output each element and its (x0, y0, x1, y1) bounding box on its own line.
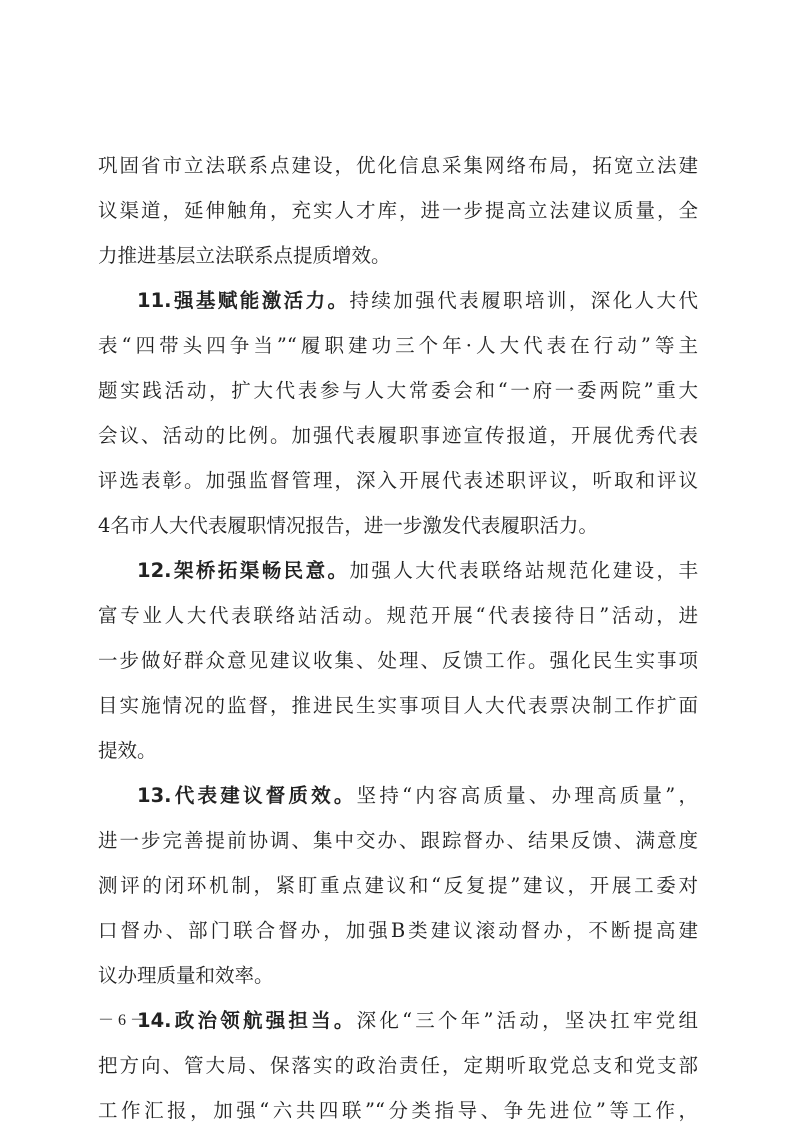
text-line (98, 278, 698, 323)
text-line: 议渠道，延伸触角，充实人才库，进一步提高立法建议质量，全 (98, 199, 698, 222)
paragraph-item-12 (98, 548, 698, 773)
text-line (98, 773, 698, 818)
body-text (98, 143, 698, 1133)
paragraph-item-14 (98, 998, 698, 1133)
text-line: 评选表彰。加强监督管理，深入开展代表述职评议，听取和评议 (98, 469, 698, 492)
text-line: 力推进基层立法联系点提质增效。 (98, 244, 391, 267)
text-line: 富专业人大代表联络站活动。规范开展“代表接待日”活动，进 (98, 604, 698, 627)
item-text: 持续加强代表履职培训，深化人大代 (349, 289, 698, 312)
text-line: 把方向、管大局、保落实的政治责任，定期听取党总支和党支部 (98, 1054, 698, 1077)
text-line: 4名市人大代表履职情况报告，进一步激发代表履职活力。 (98, 514, 598, 537)
text-line: 进一步完善提前协调、集中交办、跟踪督办、结果反馈、满意度 (98, 829, 698, 852)
text-line: 目实施情况的监督，推进民生实事项目人大代表票决制工作扩面 (98, 694, 698, 717)
item-text: 深化“三个年”活动，坚决扛牢党组 (356, 1009, 698, 1032)
item-heading: 12.架桥拓渠畅民意。 (137, 559, 350, 582)
item-text: 坚持“内容高质量、办理高质量”， (356, 784, 698, 807)
text-line: 题实践活动，扩大代表参与人大常委会和“一府一委两院”重大 (98, 379, 698, 402)
text-line: 提效。 (98, 739, 157, 762)
text-line: 口督办、部门联合督办，加强B类建议滚动督办，不断提高建 (98, 919, 698, 942)
text-line: 测评的闭环机制，紧盯重点建议和“反复提”建议，开展工委对 (98, 874, 698, 897)
item-heading: 11.强基赋能激活力。 (137, 289, 350, 312)
paragraph-item-11 (98, 278, 698, 548)
text-line: 一步做好群众意见建议收集、处理、反馈工作。强化民生实事项 (98, 649, 698, 672)
item-text: 加强人大代表联络站规范化建设，丰 (349, 559, 698, 582)
item-heading: 13.代表建议督质效。 (137, 784, 357, 807)
text-line: 表“四带头四争当”“履职建功三个年·人大代表在行动”等主 (98, 334, 698, 357)
paragraph-item-13 (98, 773, 698, 998)
item-heading: 14.政治领航强担当。 (137, 1009, 357, 1032)
text-line: 议办理质量和效率。 (98, 964, 274, 987)
page-number: － 6 － (98, 1012, 147, 1029)
paragraph-continuation (98, 143, 698, 278)
text-line: 会议、活动的比例。加强代表履职事迹宣传报道，开展优秀代表 (98, 424, 698, 447)
text-line: 巩固省市立法联系点建设，优化信息采集网络布局，拓宽立法建 (98, 154, 698, 177)
text-line (98, 998, 698, 1043)
text-line: 工作汇报，加强“六共四联”“分类指导、争先进位”等工作， (98, 1099, 698, 1122)
text-line (98, 548, 698, 593)
